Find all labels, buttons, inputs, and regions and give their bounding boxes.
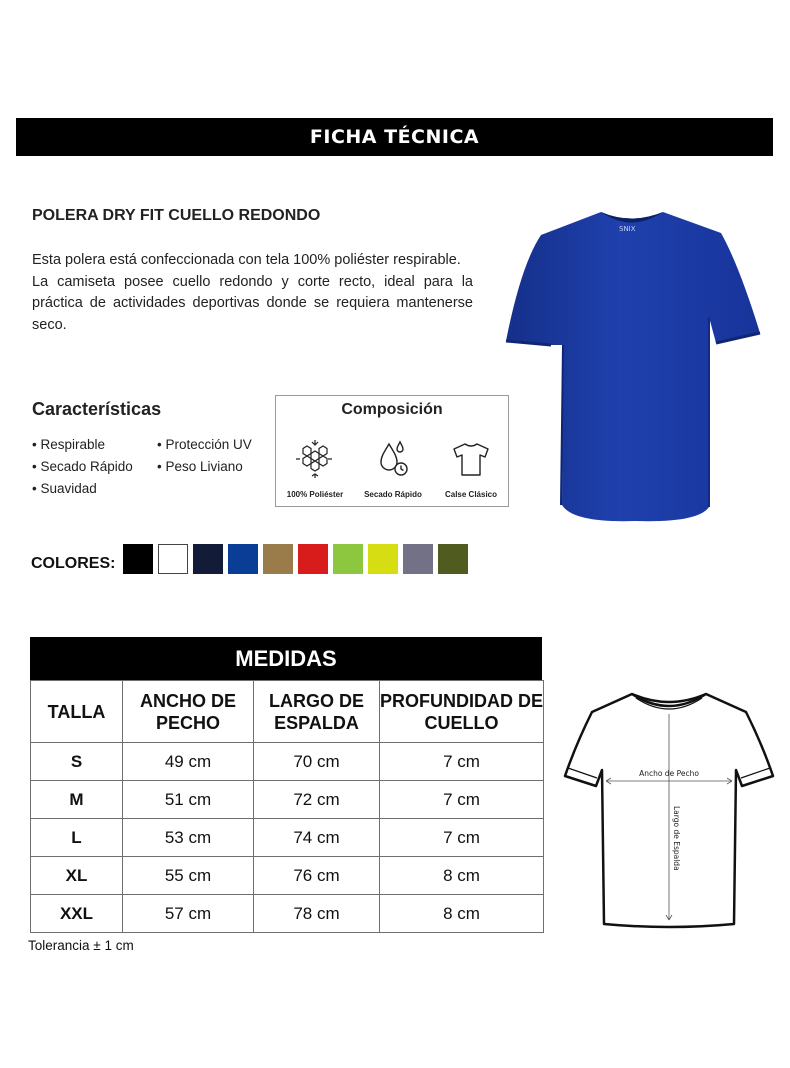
feature-item: • Peso Liviano — [157, 459, 243, 474]
length-cell: 74 cm — [254, 819, 380, 857]
chest-cell: 49 cm — [123, 743, 254, 781]
chest-cell: 57 cm — [123, 895, 254, 933]
table-row — [31, 781, 544, 819]
chest-cell: 53 cm — [123, 819, 254, 857]
size-cell: XL — [31, 857, 123, 895]
color-swatch[interactable] — [298, 544, 328, 574]
quick-dry-drop-icon — [372, 438, 414, 480]
medidas-title: MEDIDAS — [235, 645, 337, 671]
composition-item — [354, 438, 432, 499]
composition-label: Calse Clásico — [444, 490, 498, 499]
color-swatch[interactable] — [333, 544, 363, 574]
size-cell: M — [31, 781, 123, 819]
column-header: ANCHO DE PECHO — [123, 681, 254, 743]
composition-box — [275, 395, 509, 507]
color-swatch[interactable] — [228, 544, 258, 574]
table-row — [31, 857, 544, 895]
composition-label: Secado Rápido — [364, 490, 422, 499]
size-cell: XXL — [31, 895, 123, 933]
colors-label: COLORES: — [31, 555, 116, 572]
composition-item — [276, 438, 354, 499]
neck-cell: 8 cm — [380, 857, 544, 895]
table-row — [31, 895, 544, 933]
color-swatch[interactable] — [123, 544, 153, 574]
composition-title: Composición — [341, 401, 443, 418]
chest-width-label: Ancho de Pecho — [639, 769, 699, 778]
brand-label: SNIX — [619, 225, 636, 233]
neck-cell: 7 cm — [380, 819, 544, 857]
neck-cell: 7 cm — [380, 743, 544, 781]
column-header: LARGO DE ESPALDA — [254, 681, 380, 743]
polyester-hexagon-icon — [294, 438, 336, 480]
size-cell: L — [31, 819, 123, 857]
neck-cell: 7 cm — [380, 781, 544, 819]
header-title: FICHA TÉCNICA — [309, 126, 480, 148]
size-table — [30, 680, 544, 933]
medidas-header — [30, 637, 542, 680]
composition-label: 100% Poliéster — [286, 490, 344, 499]
feature-item: • Suavidad — [32, 481, 97, 496]
composition-item — [432, 438, 510, 499]
column-header: PROFUNDIDAD DE CUELLO — [380, 681, 544, 743]
product-title: POLERA DRY FIT CUELLO REDONDO — [32, 207, 321, 224]
product-photo — [503, 205, 765, 530]
size-table-header — [31, 681, 544, 743]
feature-item: • Respirable — [32, 437, 105, 452]
size-cell: S — [31, 743, 123, 781]
table-row — [31, 819, 544, 857]
description-paragraph: Esta polera está confeccionada con tela 100% poliéster respirable. — [32, 252, 461, 268]
back-length-label: Largo de Espalda — [672, 806, 681, 871]
neck-cell: 8 cm — [380, 895, 544, 933]
feature-item: • Protección UV — [157, 437, 252, 452]
color-swatch[interactable] — [368, 544, 398, 574]
classic-tshirt-icon — [450, 438, 492, 480]
measurement-diagram — [560, 688, 778, 939]
color-swatch[interactable] — [263, 544, 293, 574]
chest-cell: 51 cm — [123, 781, 254, 819]
length-cell: 70 cm — [254, 743, 380, 781]
color-swatch[interactable] — [403, 544, 433, 574]
color-swatch[interactable] — [193, 544, 223, 574]
color-swatch[interactable] — [438, 544, 468, 574]
length-cell: 78 cm — [254, 895, 380, 933]
column-header: TALLA — [31, 681, 123, 743]
table-row — [31, 743, 544, 781]
ficha-tecnica-header — [16, 118, 773, 156]
features-title: Características — [32, 399, 162, 419]
length-cell: 72 cm — [254, 781, 380, 819]
chest-cell: 55 cm — [123, 857, 254, 895]
color-swatch[interactable] — [158, 544, 188, 574]
feature-item: • Secado Rápido — [32, 459, 133, 474]
product-description — [32, 250, 473, 336]
length-cell: 76 cm — [254, 857, 380, 895]
description-paragraph: La camiseta posee cuello redondo y corte recto, ideal para la práctica de actividades deportivas donde se requiera mantenerse seco. — [32, 273, 473, 333]
tolerance-note: Tolerancia ± 1 cm — [28, 938, 134, 953]
